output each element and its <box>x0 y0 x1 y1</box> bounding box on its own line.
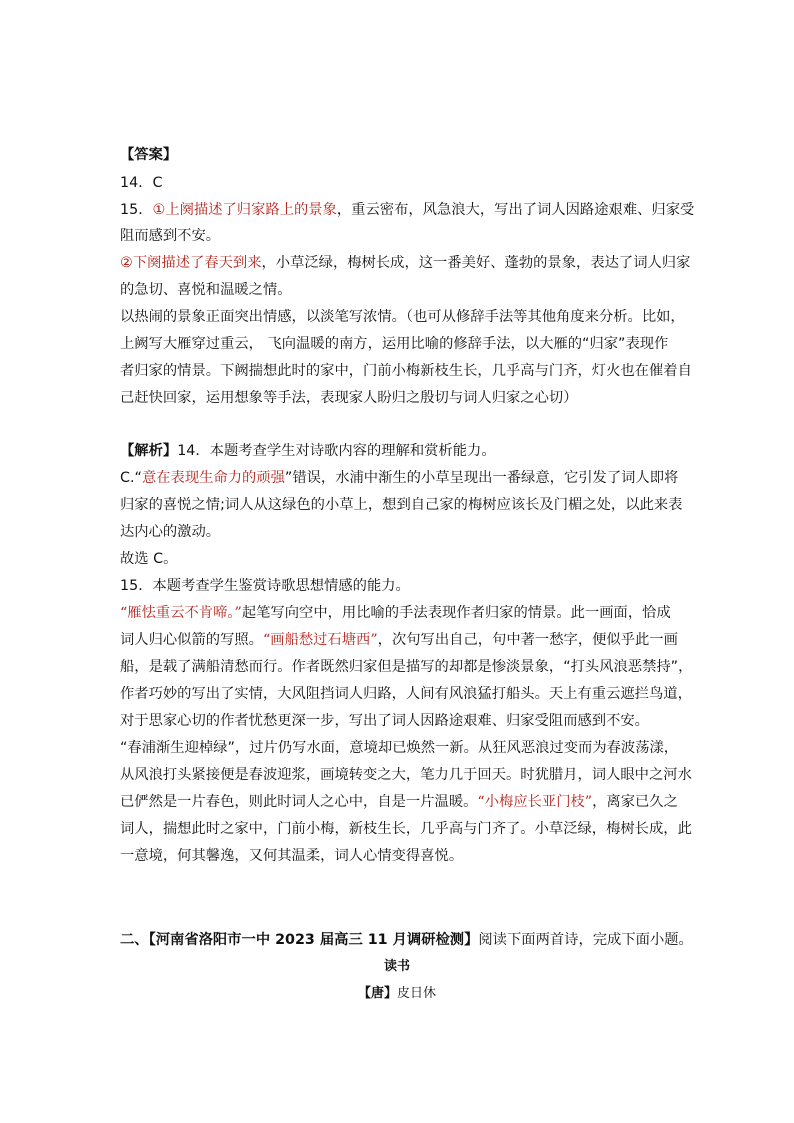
section2-prefix: 二、 <box>120 932 149 948</box>
answer-q15-line4: 的急切、喜悦和温暖之情。 <box>120 282 292 298</box>
analysis-c-prefix: C.“ <box>120 470 142 486</box>
poem-author-line <box>0 985 794 1003</box>
answer-heading: 【答案】 <box>120 147 178 163</box>
answer-q15-red-phrase-2: ②下阕描述了春天到来 <box>120 255 262 271</box>
section2-source: 【河南省洛阳市一中 2023 届高三 11 月调研检测】 <box>148 932 479 948</box>
analysis-c-text: ”错误，水浦中渐生的小草呈现出一番绿意，它引发了词人即将 <box>284 470 679 486</box>
analysis-q15-intro: 15．本题考查学生鉴赏诗歌思想情感的能力。 <box>120 578 410 594</box>
analysis-p1-text-1: 起笔写向空中，用比喻的手法表现作者归家的情景。此一画面，恰成 <box>241 605 671 621</box>
poem-dynasty: 【唐】 <box>357 986 397 1001</box>
analysis-p1-red-quote-2: “画船愁过石塘西” <box>262 632 378 648</box>
analysis-c-red-phrase: 意在表现生命力的顽强 <box>141 470 285 486</box>
analysis-p1-line4: 作者巧妙的写出了实情，大风阻挡词人归路，人间有风浪猛打船头。天上有重云遮拦鸟道， <box>120 686 692 702</box>
analysis-choose: 故选 C。 <box>120 551 178 567</box>
analysis-p1-text-2b: ，次句写出自己，句中著一愁字，便似乎此一画 <box>377 632 678 648</box>
answer-q15-prefix: 15． <box>120 202 153 218</box>
answer-q14: 14．C <box>120 175 163 191</box>
analysis-p2-quote-1: “春浦渐生迎棹绿” <box>120 740 235 756</box>
analysis-p1-line2 <box>120 631 678 649</box>
analysis-p2-line3 <box>120 793 678 811</box>
answer-q15-line1 <box>120 201 694 219</box>
analysis-p1-red-quote-1: “雁怯重云不肯啼。” <box>120 605 242 621</box>
analysis-p2-text-3a: 已俨然是一片春色，则此时词人之心中，自是一片温暖。 <box>120 794 478 810</box>
poem-title: 读书 <box>383 959 410 974</box>
answer-q15-line7: 者归家的情景。下阙揣想此时的家中，门前小梅新枝生长，几乎高与门齐，灯火也在催着自 <box>120 363 692 379</box>
analysis-p1-text-3b: ， <box>678 659 693 675</box>
analysis-p1-text-2a: 词人归心似箭的写照。 <box>120 632 263 648</box>
analysis-c-line2: 归家的喜悦之情;词人从这绿色的小草上，想到自己家的梅树应该长及门楣之处，以此来表 <box>120 497 683 513</box>
answer-q15-line3 <box>120 254 690 272</box>
analysis-p2-line2: 从风浪打头紧接便是春波迎浆，画境转变之大，笔力几于回天。时犹腊月，词人眼中之河水 <box>120 767 692 783</box>
answer-q15-line2: 阻而感到不安。 <box>120 228 221 244</box>
section2-instruction: 阅读下面两首诗，完成下面小题。 <box>478 932 693 948</box>
answer-q15-text-2: ，小草泛绿，梅树长成，这一番美好、蓬勃的景象，表达了词人归家 <box>261 255 691 271</box>
analysis-p2-line1 <box>120 739 678 757</box>
analysis-p1-line1 <box>120 604 671 622</box>
analysis-c-line3: 达内心的激动。 <box>120 524 221 540</box>
analysis-p2-text-1: ，过片仍写水面，意境却已焕然一新。从狂风恶浪过变而为春波荡漾， <box>234 740 679 756</box>
analysis-p1-line3 <box>120 658 692 676</box>
answer-q15-text-1: ，重云密布，风急浪大，写出了词人因路途艰难、归家受 <box>336 202 695 218</box>
analysis-p2-text-3b: ，离家已久之 <box>592 794 678 810</box>
answer-q15-red-phrase-1: ①上阕描述了归家路上的景象 <box>152 202 337 218</box>
analysis-p2-line5: 一意境，何其馨逸，又何其温柔，词人心情变得喜悦。 <box>120 848 464 864</box>
analysis-c-line1 <box>120 469 678 487</box>
analysis-heading: 【解析】 <box>120 443 178 459</box>
analysis-p1-line5: 对于思家心切的作者忧愁更深一步，写出了词人因路途艰难、归家受阻而感到不安。 <box>120 713 649 729</box>
answer-q15-line8: 己赶快回家，运用想象等手法，表现家人盼归之殷切与词人归家之心切） <box>120 390 578 406</box>
section2-line <box>120 931 693 949</box>
analysis-q14-line <box>120 442 496 460</box>
analysis-p1-text-3a: 船，是载了满船清愁而行。作者既然归家但是描写的却都是惨淡景象， <box>120 659 564 675</box>
analysis-p2-red-quote-2: “小梅应长亚门枝” <box>477 794 593 810</box>
analysis-p1-quote-3: “打头风浪恶禁持” <box>563 659 679 675</box>
analysis-p2-line4: 词人，揣想此时之家中，门前小梅，新枝生长，几乎高与门齐了。小草泛绿，梅树长成，此 <box>120 821 692 837</box>
analysis-q14-intro: 14．本题考查学生对诗歌内容的理解和赏析能力。 <box>177 443 496 459</box>
answer-q15-line5: 以热闹的景象正面突出情感，以淡笔写浓情。（也可从修辞手法等其他角度来分析。比如， <box>120 309 685 325</box>
answer-q15-line6: 上阙写大雁穿过重云， 飞向温暖的南方，运用比喻的修辞手法，以大雁的“归家”表现作 <box>120 336 669 352</box>
poem-author: 皮日休 <box>397 986 437 1001</box>
